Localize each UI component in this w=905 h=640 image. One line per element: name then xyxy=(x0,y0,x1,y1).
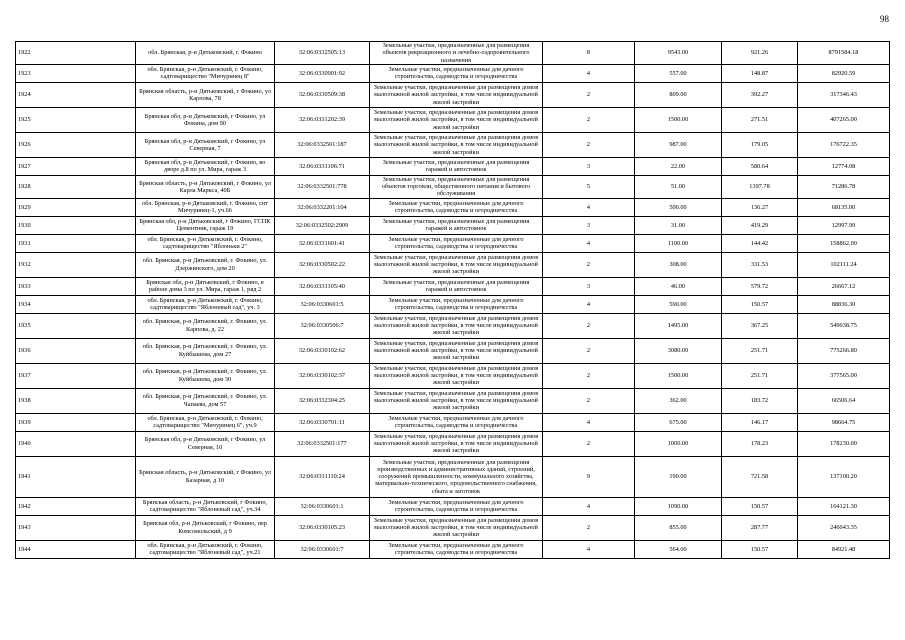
land-use-cell: Земельные участки, предназначенные для размещения объектов рекреационного и лечебно-оздоровительного назначения xyxy=(370,42,543,65)
table-row xyxy=(16,540,890,558)
land-use-cell: Земельные участки, предназначенные для размещения гаражей и автостоянок xyxy=(370,216,543,234)
usage-group-cell: 2 xyxy=(543,82,635,107)
cadastral-value-cell: 84921.48 xyxy=(798,540,890,558)
table-row xyxy=(16,295,890,313)
row-number-cell: 1927 xyxy=(16,157,136,175)
cadastral-value-cell: 8791584.18 xyxy=(798,42,890,65)
specific-value-cell: 721.58 xyxy=(722,456,798,497)
usage-group-cell: 2 xyxy=(543,107,635,132)
address-cell: Брянская обл, р-н Дятьковский, г Фокино, ул Северная, 10 xyxy=(136,431,275,456)
cadastral-value-cell: 178230.00 xyxy=(798,431,890,456)
cadastral-value-cell: 98664.75 xyxy=(798,413,890,431)
row-number-cell: 1937 xyxy=(16,363,136,388)
specific-value-cell: 367.25 xyxy=(722,313,798,338)
cadastral-value-cell: 71286.78 xyxy=(798,175,890,198)
address-cell: Брянская обл, р-н Дятьковский, г Фокино, ГСПК Цементник, гараж 19 xyxy=(136,216,275,234)
land-use-cell: Земельные участки, предназначенные для размещения домов малоэтажной жилой застройки, в том числе индивидуальной жилой застройки xyxy=(370,252,543,277)
area-cell: 9543.00 xyxy=(635,42,722,65)
cadastral-number-cell: 32:06:0331106:71 xyxy=(275,157,370,175)
cadastral-value-cell: 246043.35 xyxy=(798,515,890,540)
cadastral-value-cell: 88836.30 xyxy=(798,295,890,313)
cadastral-number-cell: 32:06:0332502:2909 xyxy=(275,216,370,234)
cadastral-value-cell: 775266.80 xyxy=(798,338,890,363)
usage-group-cell: 2 xyxy=(543,515,635,540)
address-cell: Брянская обл, р-н Дятьковский, г Фокино, ул Фокина, дом 90 xyxy=(136,107,275,132)
table-row xyxy=(16,252,890,277)
row-number-cell: 1926 xyxy=(16,132,136,157)
land-use-cell: Земельные участки, предназначенные для размещения домов малоэтажной жилой застройки, в том числе индивидуальной жилой застройки xyxy=(370,388,543,413)
specific-value-cell: 146.17 xyxy=(722,413,798,431)
row-number-cell: 1938 xyxy=(16,388,136,413)
land-use-cell: Земельные участки, предназначенные для размещения объектов торговли, общественного питания и бытового обслуживания xyxy=(370,175,543,198)
specific-value-cell: 580.64 xyxy=(722,157,798,175)
row-number-cell: 1939 xyxy=(16,413,136,431)
table-row xyxy=(16,456,890,497)
cadastral-value-cell: 66506.64 xyxy=(798,388,890,413)
address-cell: Брянская обл, р-н Дятьковский, г Фокино, в районе дома 3 по ул. Мира, гараж 1, ряд 2 xyxy=(136,277,275,295)
area-cell: 809.00 xyxy=(635,82,722,107)
table-row xyxy=(16,82,890,107)
land-use-cell: Земельные участки, предназначенные для размещения производственных и административных зданий, строений, сооружений промышленности, коммунального хозяйства, материально-технического, продовольственного снабжения, сбыта и заготовок xyxy=(370,456,543,497)
specific-value-cell: 251.71 xyxy=(722,338,798,363)
row-number-cell: 1922 xyxy=(16,42,136,65)
usage-group-cell: 4 xyxy=(543,64,635,82)
table-row xyxy=(16,338,890,363)
row-number-cell: 1924 xyxy=(16,82,136,107)
cadastral-value-cell: 158862.00 xyxy=(798,234,890,252)
cadastral-value-cell: 176722.35 xyxy=(798,132,890,157)
address-cell: Брянская обл, р-н Дятьковский, г Фокино, пер Комсомольский, д 9 xyxy=(136,515,275,540)
cadastral-number-cell: 32:06:0330502:22 xyxy=(275,252,370,277)
specific-value-cell: 921.26 xyxy=(722,42,798,65)
row-number-cell: 1941 xyxy=(16,456,136,497)
row-number-cell: 1940 xyxy=(16,431,136,456)
area-cell: 1500.00 xyxy=(635,107,722,132)
usage-group-cell: 2 xyxy=(543,132,635,157)
row-number-cell: 1932 xyxy=(16,252,136,277)
usage-group-cell: 5 xyxy=(543,175,635,198)
table-row xyxy=(16,157,890,175)
address-cell: обл. Брянская, р-н Дятьковский, г. Фокино, садтоварищество "Яблоневый сад", уч. 3 xyxy=(136,295,275,313)
cadastral-number-cell: 32:06:0330601:5 xyxy=(275,295,370,313)
specific-value-cell: 150.57 xyxy=(722,540,798,558)
table-row xyxy=(16,234,890,252)
land-use-cell: Земельные участки, предназначенные для размещения домов малоэтажной жилой застройки, в том числе индивидуальной жилой застройки xyxy=(370,313,543,338)
address-cell: обл. Брянская, р-н Дятьковский, г. Фокино, ул. Дзержинского, дом 20 xyxy=(136,252,275,277)
cadastral-number-cell: 32:06:0332201:104 xyxy=(275,198,370,216)
land-use-cell: Земельные участки, предназначенные для дачного строительства, садоводства и огородничества xyxy=(370,497,543,515)
row-number-cell: 1935 xyxy=(16,313,136,338)
row-number-cell: 1925 xyxy=(16,107,136,132)
cadastral-number-cell: 32:06:0332304:25 xyxy=(275,388,370,413)
specific-value-cell: 136.27 xyxy=(722,198,798,216)
area-cell: 51.00 xyxy=(635,175,722,198)
cadastral-number-cell: 32:06:0332505:13 xyxy=(275,42,370,65)
cadastral-number-cell: 32:06:0330901:92 xyxy=(275,64,370,82)
address-cell: обл. Брянская, р-н Дятьковский, г. Фокино, ул. Куйбышева, дом 30 xyxy=(136,363,275,388)
address-cell: Брянская обл, р-н Дятьковский, г Фокино, ул Северная, 7 xyxy=(136,132,275,157)
area-cell: 987.00 xyxy=(635,132,722,157)
table-row xyxy=(16,431,890,456)
table-row xyxy=(16,388,890,413)
usage-group-cell: 8 xyxy=(543,42,635,65)
area-cell: 31.00 xyxy=(635,216,722,234)
specific-value-cell: 251.71 xyxy=(722,363,798,388)
land-use-cell: Земельные участки, предназначенные для дачного строительства, садоводства и огородничества xyxy=(370,64,543,82)
table-row xyxy=(16,277,890,295)
cadastral-number-cell: 32:06:0331105:40 xyxy=(275,277,370,295)
table-row xyxy=(16,363,890,388)
table-row xyxy=(16,313,890,338)
usage-group-cell: 2 xyxy=(543,313,635,338)
usage-group-cell: 2 xyxy=(543,252,635,277)
cadastral-number-cell: 32:06:0332501:177 xyxy=(275,431,370,456)
area-cell: 500.00 xyxy=(635,198,722,216)
table-row xyxy=(16,515,890,540)
area-cell: 590.00 xyxy=(635,295,722,313)
area-cell: 190.00 xyxy=(635,456,722,497)
address-cell: обл. Брянская, р-н Дятьковский, г. Фокино, садтоварищество "Мичуринец 8" xyxy=(136,64,275,82)
table-row xyxy=(16,64,890,82)
cadastral-value-cell: 12997.99 xyxy=(798,216,890,234)
usage-group-cell: 4 xyxy=(543,234,635,252)
row-number-cell: 1936 xyxy=(16,338,136,363)
cadastral-value-cell: 102111.24 xyxy=(798,252,890,277)
address-cell: обл. Брянская, р-н Дятьковский, г. Фокино, снт Мичуринец-1, уч.66 xyxy=(136,198,275,216)
address-cell: обл. Брянская, р-н Дятьковский, г. Фокино, ул. Чапаева, дом 57 xyxy=(136,388,275,413)
address-cell: Брянская область, р-н Дятьковский, г Фокино, ул Карла Маркса, 40Б xyxy=(136,175,275,198)
land-use-cell: Земельные участки, предназначенные для размещения домов малоэтажной жилой застройки, в том числе индивидуальной жилой застройки xyxy=(370,363,543,388)
area-cell: 855.00 xyxy=(635,515,722,540)
cadastral-number-cell: 32:06:0330506:7 xyxy=(275,313,370,338)
land-use-cell: Земельные участки, предназначенные для размещения гаражей и автостоянок xyxy=(370,277,543,295)
row-number-cell: 1928 xyxy=(16,175,136,198)
cadastral-number-cell: 32:06:0330701:11 xyxy=(275,413,370,431)
area-cell: 362.00 xyxy=(635,388,722,413)
area-cell: 308.00 xyxy=(635,252,722,277)
cadastral-value-cell: 12774.08 xyxy=(798,157,890,175)
specific-value-cell: 183.72 xyxy=(722,388,798,413)
usage-group-cell: 4 xyxy=(543,497,635,515)
table-row xyxy=(16,175,890,198)
usage-group-cell: 4 xyxy=(543,540,635,558)
area-cell: 3080.00 xyxy=(635,338,722,363)
area-cell: 1000.00 xyxy=(635,431,722,456)
specific-value-cell: 271.51 xyxy=(722,107,798,132)
specific-value-cell: 178.23 xyxy=(722,431,798,456)
row-number-cell: 1923 xyxy=(16,64,136,82)
cadastral-number-cell: 32:06:0330601:1 xyxy=(275,497,370,515)
land-use-cell: Земельные участки, предназначенные для размещения гаражей и автостоянок xyxy=(370,157,543,175)
area-cell: 1495.00 xyxy=(635,313,722,338)
cadastral-number-cell: 32:06:0330105:23 xyxy=(275,515,370,540)
cadastral-value-cell: 377565.00 xyxy=(798,363,890,388)
usage-group-cell: 3 xyxy=(543,157,635,175)
cadastral-value-table xyxy=(15,41,890,559)
specific-value-cell: 579.72 xyxy=(722,277,798,295)
address-cell: Брянская область, р-н Дятьковский, г Фокино, ул Карпова, 78 xyxy=(136,82,275,107)
address-cell: Брянская область, р-н Дятьковский, г Фокино, садтоварищество "Яблоневый сад", уч.34 xyxy=(136,497,275,515)
address-cell: обл. Брянская, р-н Дятьковский, г. Фокино, садтоварищество "Яблоневый сад", уч.21 xyxy=(136,540,275,558)
land-use-cell: Земельные участки, предназначенные для дачного строительства, садоводства и огородничества xyxy=(370,540,543,558)
row-number-cell: 1933 xyxy=(16,277,136,295)
usage-group-cell: 4 xyxy=(543,295,635,313)
specific-value-cell: 150.57 xyxy=(722,497,798,515)
row-number-cell: 1929 xyxy=(16,198,136,216)
cadastral-value-cell: 317346.43 xyxy=(798,82,890,107)
specific-value-cell: 331.53 xyxy=(722,252,798,277)
cadastral-value-cell: 164121.30 xyxy=(798,497,890,515)
row-number-cell: 1934 xyxy=(16,295,136,313)
cadastral-number-cell: 32:06:0332501:778 xyxy=(275,175,370,198)
land-use-cell: Земельные участки, предназначенные для размещения домов малоэтажной жилой застройки, в том числе индивидуальной жилой застройки xyxy=(370,132,543,157)
row-number-cell: 1944 xyxy=(16,540,136,558)
land-use-cell: Земельные участки, предназначенные для размещения домов малоэтажной жилой застройки, в том числе индивидуальной жилой застройки xyxy=(370,431,543,456)
usage-group-cell: 2 xyxy=(543,388,635,413)
address-cell: обл. Брянская, р-н Дятьковский, г. Фокино xyxy=(136,42,275,65)
area-cell: 1100.00 xyxy=(635,234,722,252)
land-use-cell: Земельные участки, предназначенные для дачного строительства, садоводства и огородничества xyxy=(370,234,543,252)
table-body xyxy=(16,42,890,559)
cadastral-number-cell: 32:06:0332501:187 xyxy=(275,132,370,157)
row-number-cell: 1930 xyxy=(16,216,136,234)
area-cell: 675.00 xyxy=(635,413,722,431)
specific-value-cell: 287.77 xyxy=(722,515,798,540)
area-cell: 557.00 xyxy=(635,64,722,82)
cadastral-value-cell: 82920.59 xyxy=(798,64,890,82)
area-cell: 1090.00 xyxy=(635,497,722,515)
specific-value-cell: 392.27 xyxy=(722,82,798,107)
table-row xyxy=(16,413,890,431)
cadastral-value-cell: 549038.75 xyxy=(798,313,890,338)
usage-group-cell: 3 xyxy=(543,277,635,295)
usage-group-cell: 4 xyxy=(543,198,635,216)
specific-value-cell: 419.29 xyxy=(722,216,798,234)
cadastral-value-cell: 26667.12 xyxy=(798,277,890,295)
land-use-cell: Земельные участки, предназначенные для размещения домов малоэтажной жилой застройки, в том числе индивидуальной жилой застройки xyxy=(370,338,543,363)
land-use-cell: Земельные участки, предназначенные для размещения домов малоэтажной жилой застройки, в том числе индивидуальной жилой застройки xyxy=(370,515,543,540)
cadastral-number-cell: 32:06:0331601:41 xyxy=(275,234,370,252)
row-number-cell: 1942 xyxy=(16,497,136,515)
cadastral-value-cell: 68135.00 xyxy=(798,198,890,216)
address-cell: обл. Брянская, р-н Дятьковский, г. Фокино, ул. Карпова, д. 22 xyxy=(136,313,275,338)
table-row xyxy=(16,42,890,65)
specific-value-cell: 179.05 xyxy=(722,132,798,157)
cadastral-value-cell: 407265.00 xyxy=(798,107,890,132)
land-use-cell: Земельные участки, предназначенные для размещения домов малоэтажной жилой застройки, в том числе индивидуальной жилой застройки xyxy=(370,82,543,107)
usage-group-cell: 2 xyxy=(543,431,635,456)
land-use-cell: Земельные участки, предназначенные для дачного строительства, садоводства и огородничества xyxy=(370,295,543,313)
cadastral-number-cell: 32:06:0331202:39 xyxy=(275,107,370,132)
table-row xyxy=(16,132,890,157)
specific-value-cell: 1397.78 xyxy=(722,175,798,198)
address-cell: обл. Брянская, р-н Дятьковский, г. Фокино, садтоварищество "Мичуринец 6", уч.9 xyxy=(136,413,275,431)
table-row xyxy=(16,216,890,234)
usage-group-cell: 3 xyxy=(543,216,635,234)
address-cell: Брянская область, р-н Дятьковский, г Фокино, ул Базарная, д 10 xyxy=(136,456,275,497)
usage-group-cell: 9 xyxy=(543,456,635,497)
row-number-cell: 1931 xyxy=(16,234,136,252)
table-row xyxy=(16,198,890,216)
area-cell: 1500.00 xyxy=(635,363,722,388)
specific-value-cell: 148.87 xyxy=(722,64,798,82)
land-use-cell: Земельные участки, предназначенные для дачного строительства, садоводства и огородничества xyxy=(370,198,543,216)
cadastral-number-cell: 32:06:0330102:62 xyxy=(275,338,370,363)
land-use-cell: Земельные участки, предназначенные для размещения домов малоэтажной жилой застройки, в том числе индивидуальной жилой застройки xyxy=(370,107,543,132)
address-cell: обл. Брянская, р-н Дятьковский, г. Фокино, ул. Куйбышева, дом 27 xyxy=(136,338,275,363)
cadastral-value-cell: 137100.20 xyxy=(798,456,890,497)
address-cell: обл. Брянская, р-н Дятьковский, г. Фокино, садтоварищество "Яблоньки 2" xyxy=(136,234,275,252)
land-use-cell: Земельные участки, предназначенные для дачного строительства, садоводства и огородничества xyxy=(370,413,543,431)
area-cell: 564.00 xyxy=(635,540,722,558)
area-cell: 22.00 xyxy=(635,157,722,175)
usage-group-cell: 2 xyxy=(543,363,635,388)
table-row xyxy=(16,497,890,515)
usage-group-cell: 4 xyxy=(543,413,635,431)
cadastral-number-cell: 32:06:0330601:7 xyxy=(275,540,370,558)
cadastral-number-cell: 32:06:0330102:37 xyxy=(275,363,370,388)
usage-group-cell: 2 xyxy=(543,338,635,363)
cadastral-number-cell: 32:06:0331110:24 xyxy=(275,456,370,497)
table-row xyxy=(16,107,890,132)
row-number-cell: 1943 xyxy=(16,515,136,540)
area-cell: 46.00 xyxy=(635,277,722,295)
address-cell: Брянская обл, р-н Дятьковский, г Фокино, во дворе д.8 по ул. Мира, гараж 3 xyxy=(136,157,275,175)
specific-value-cell: 150.57 xyxy=(722,295,798,313)
page-number: 98 xyxy=(880,14,889,24)
cadastral-number-cell: 32:06:0330509:38 xyxy=(275,82,370,107)
specific-value-cell: 144.42 xyxy=(722,234,798,252)
